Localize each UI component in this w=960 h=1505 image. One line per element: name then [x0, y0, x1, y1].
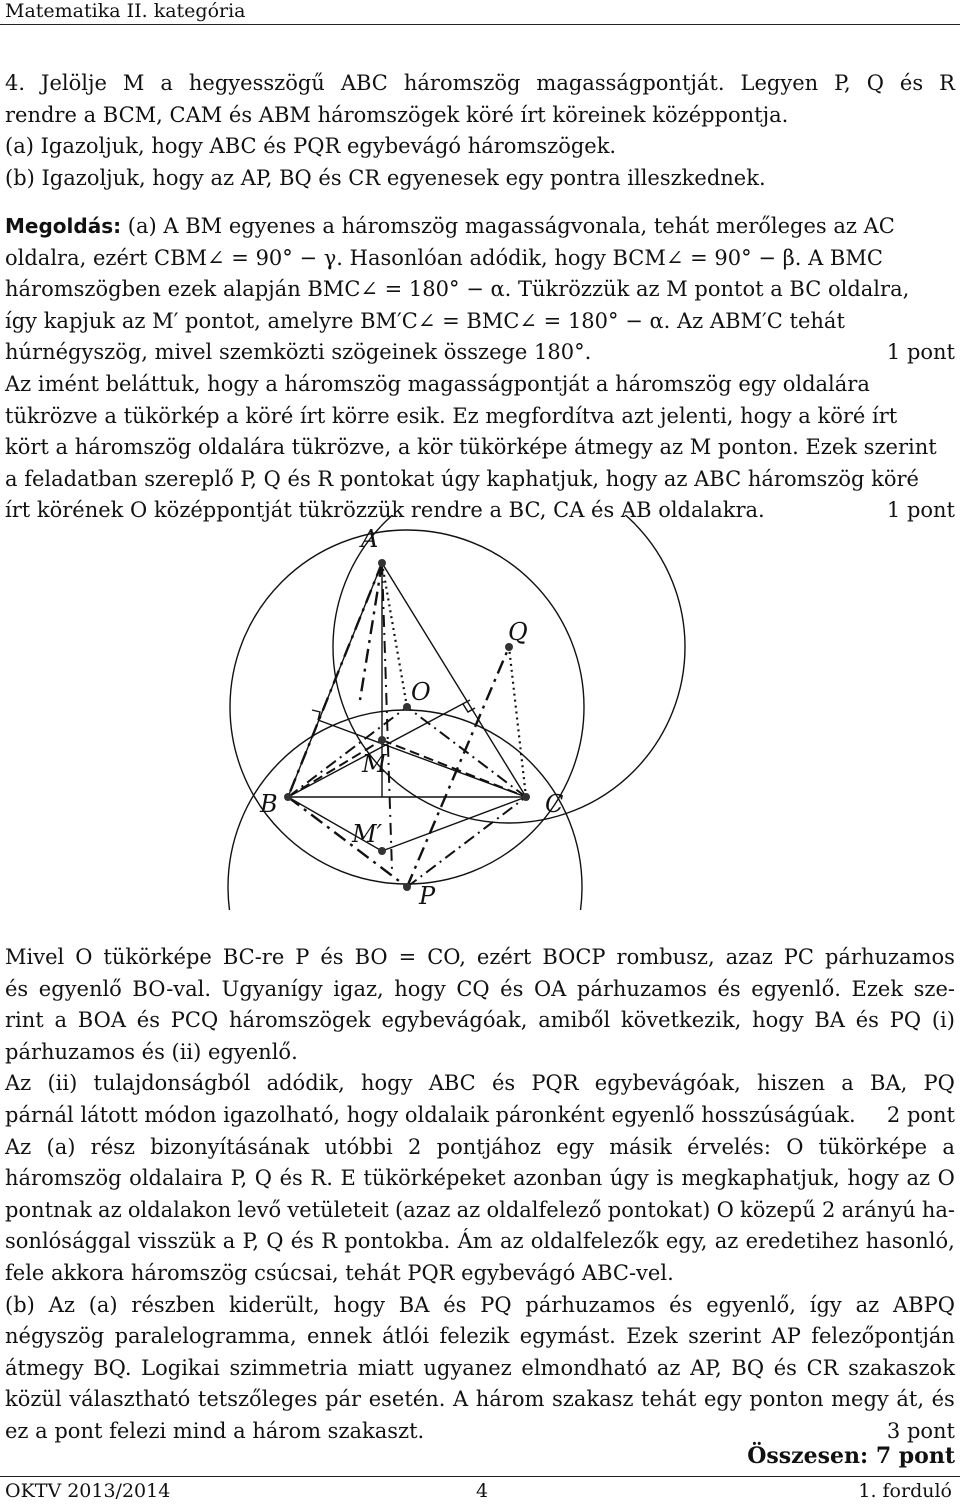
- point-mprime: [378, 847, 386, 855]
- solution-line: háromszögben ezek alapján BMC∠ = 180° − α. Tükrözzük az M pontot a BC oldalra,: [5, 277, 910, 302]
- solution-line: Az (a) rész bizonyításának utóbbi 2 pontjához egy másik érvelés: O tükörképe a: [5, 1134, 955, 1159]
- score-3: 2 pont: [886, 1102, 955, 1127]
- solution-part-1: [5, 211, 955, 527]
- problem-line: rendre a BCM, CAM és ABM háromszögek köré írt köreinek középpontja.: [5, 102, 789, 127]
- solution-line: fele akkora háromszög csúcsai, tehát PQR egybevágó ABC-vel.: [5, 1260, 674, 1285]
- total-score: Összesen: 7 pont: [747, 1443, 955, 1469]
- point-c: [522, 793, 530, 801]
- score-4: 3 pont: [886, 1418, 955, 1443]
- solution-line: kört a háromszög oldalára tükrözve, a kör tükörképe átmegy az M ponton. Ezek szerint: [5, 435, 937, 460]
- solution-line: párnál látott módon igazolható, hogy oldalaik páronként egyenlő hosszúságúak.: [5, 1102, 856, 1127]
- solution-line: (a) A BM egyenes a háromszög magasságvonala, tehát merőleges az AC: [127, 214, 895, 238]
- segment-a-mprime: [382, 563, 392, 870]
- solution-line: és egyenlő BO-val. Ugyanígy igaz, hogy CQ és OA párhuzamos és egyenlő. Ezek sze-: [5, 976, 955, 1001]
- solution-line: húrnégyszög, mivel szemközti szögeinek összege 180°.: [5, 340, 592, 365]
- solution-line: így kapjuk az M′ pontot, amelyre BM′C∠ = BMC∠ = 180° − α. Az ABM′C tehát: [5, 308, 845, 333]
- altitude-b: [288, 700, 470, 797]
- solution-line: pontnak az oldalakon levő vetületeit (azaz az oldalfelező pontokat) O közepű 2 arányú ha-: [5, 1197, 955, 1222]
- header-rule: [0, 24, 960, 25]
- solution-line: párhuzamos és (ii) egyenlő.: [5, 1039, 298, 1064]
- solution-line: oldalra, ezért CBM∠ = 90° − γ. Hasonlóan adódik, hogy BCM∠ = 90° − β. A BMC: [5, 245, 883, 270]
- footer-left: OKTV 2013/2014: [5, 1480, 171, 1502]
- side-ac: [382, 563, 526, 797]
- solution-line: sonlósággal visszük a P, Q és R pontokba. Ám az oldalfelezők egy, az eredetihez hasonló,: [5, 1229, 955, 1254]
- label-p: P: [419, 882, 436, 910]
- label-o: O: [411, 678, 431, 706]
- solution-line: közül választható tetszőleges pár esetén. A három szakasz tehát egy ponton megy át, és: [5, 1387, 955, 1412]
- label-c: C: [545, 790, 564, 818]
- label-m: M: [362, 750, 387, 778]
- solution-heading: Megoldás:: [5, 214, 122, 238]
- label-mprime: M′: [352, 820, 383, 848]
- solution-line: háromszög oldalaira P, Q és R. E tükörképeket azonban úgy is megkaphatjuk, hogy az O: [5, 1166, 955, 1191]
- label-q: Q: [508, 618, 528, 646]
- solution-line: négyszög paralelogramma, ennek átlói felezik egymást. Ezek szerint AP felezőpontján: [5, 1324, 955, 1349]
- segment-mprime-c: [382, 797, 526, 851]
- point-a: [378, 559, 386, 567]
- problem-line: (b) Igazoljuk, hogy az AP, BQ és CR egyenesek egy pontra illeszkednek.: [5, 165, 766, 190]
- problem-line: (a) Igazoljuk, hogy ABC és PQR egybevágó háromszögek.: [5, 134, 617, 159]
- solution-line: Az imént beláttuk, hogy a háromszög magasságpontját a háromszög egy oldalára: [5, 371, 870, 396]
- solution-part-2: [5, 942, 955, 1448]
- solution-line: a feladatban szereplő P, Q és R pontokat úgy kaphatjuk, hogy az ABC háromszög köré: [5, 466, 919, 491]
- label-a: A: [361, 525, 379, 553]
- geometry-figure: [0, 515, 960, 910]
- running-header: Matematika II. kategória: [5, 0, 246, 22]
- segment-aq-dashdot: [360, 563, 382, 700]
- circle-p: [228, 710, 582, 910]
- point-m: [378, 736, 386, 744]
- solution-line: Mivel O tükörképe BC-re P és BO = CO, ezért BOCP rombusz, azaz PC párhuzamos: [5, 945, 955, 969]
- score-2: 1 pont: [886, 498, 955, 523]
- footer-right: 1. forduló: [858, 1480, 952, 1502]
- solution-line: rint a BOA és PCQ háromszögek egybevágóak, amiből következik, hogy BA és PQ (i): [5, 1008, 955, 1033]
- solution-line: Az (ii) tulajdonságból adódik, hogy ABC és PQR egybevágóak, hiszen a BA, PQ: [5, 1071, 955, 1096]
- problem-line: 4. Jelölje M a hegyesszögű ABC háromszög magasságpontját. Legyen P, Q és R: [5, 71, 955, 95]
- point-p: [403, 883, 411, 891]
- point-o: [403, 703, 411, 711]
- solution-line: tükrözve a tükörkép a köré írt körre esik. Ez megfordítva azt jelenti, hogy a köré írt: [5, 403, 898, 428]
- solution-line: ez a pont felezi mind a három szakaszt.: [5, 1418, 425, 1443]
- page-number: 4: [476, 1480, 489, 1502]
- footer-rule: [0, 1476, 960, 1477]
- solution-line: (b) Az (a) részben kiderült, hogy BA és PQ párhuzamos és egyenlő, így az ABPQ: [5, 1292, 955, 1317]
- problem-statement: [5, 68, 955, 194]
- label-b: B: [260, 790, 278, 818]
- point-b: [284, 793, 292, 801]
- solution-line: írt körének O középpontját tükrözzük rendre a BC, CA és AB oldalakra.: [5, 498, 765, 523]
- solution-line: átmegy BQ. Logikai szimmetria miatt ugyanez elmondható az AP, BQ és CR szakaszok: [5, 1355, 955, 1380]
- score-1: 1 pont: [886, 340, 955, 365]
